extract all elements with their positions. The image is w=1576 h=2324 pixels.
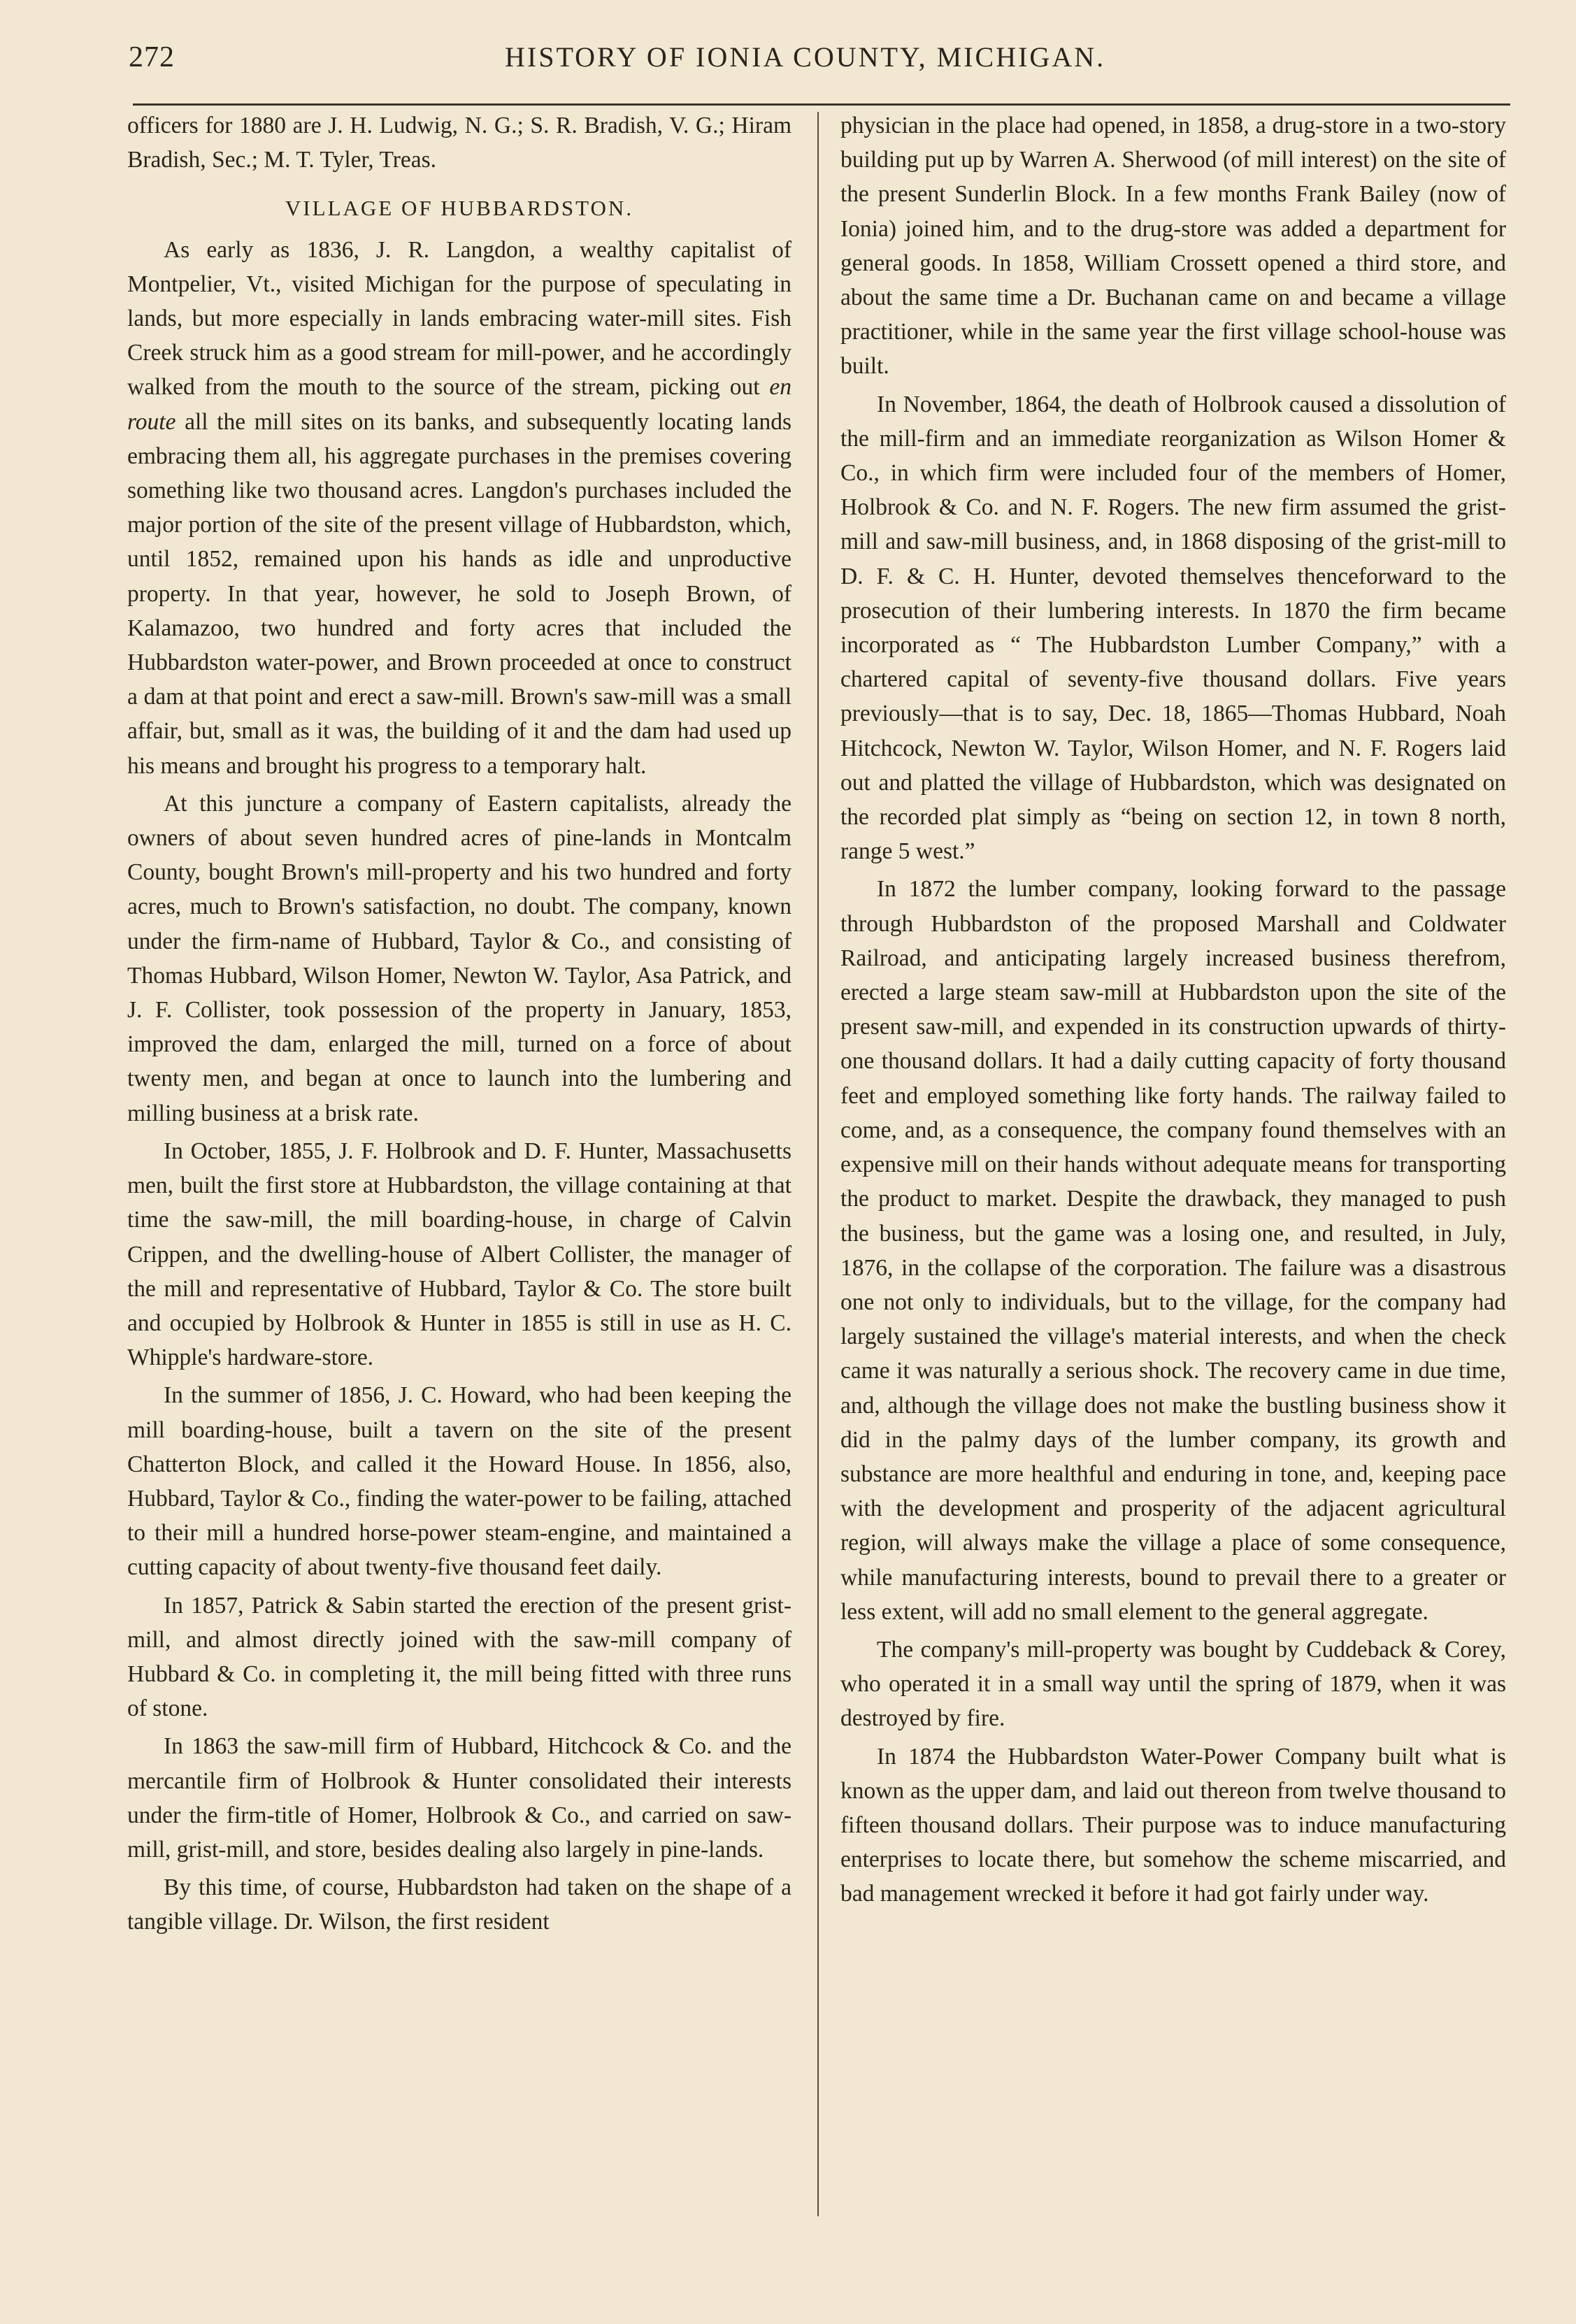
paragraph: physician in the place had opened, in 1858, a drug-store in a two-story building put up by Warren A. Sherwood (of mill interest) on the site of the present Sunderlin Block. In a few months Frank Bailey (now of Ionia) joined him, and to the drug-store was added a department for general goods. In 1858, William Crossett opened a third store, and about the same time a Dr. Buchanan came on and became a village practitioner, while in the same year the first village school-house was built.: [840, 113, 1506, 380]
right-column: [840, 108, 1506, 1915]
paragraph: In October, 1855, J. F. Holbrook and D. F. Hunter, Massachusetts men, built the first store at Hubbardston, the village containing at that time the saw-mill, the mill boarding-house, in charge of Calvin Crippen, and the dwelling-house of Albert Collister, the manager of the mill and representative of Hubbard, Taylor & Co. The store built and occupied by Holbrook & Hunter in 1855 is still in use as H. C. Whipple's hardware-store.: [127, 1138, 791, 1371]
paragraph: In November, 1864, the death of Holbrook caused a dissolution of the mill-firm and an immediate reorganization as Wilson Homer & Co., in which firm were included four of the members of Homer, Holbrook & Co. and N. F. Rogers. The new firm assumed the grist-mill and saw-mill business, and, in 1868 disposing of the grist-mill to D. F. & C. H. Hunter, devoted themselves thenceforward to the prosecution of their lumbering interests. In 1870 the firm became incorporated as “ The Hubbardston Lumber Company,” with a chartered capital of seventy-five thousand dollars. Five years previously—that is to say, Dec. 18, 1865—Thomas Hubbard, Noah Hitchcock, Newton W. Taylor, Wilson Homer, and N. F. Rogers laid out and platted the village of Hubbardston, which was designated on the recorded plat simply as “being on section 12, in town 8 north, range 5 west.”: [840, 391, 1506, 865]
page-number: 272: [129, 41, 175, 73]
paragraph: At this juncture a company of Eastern capitalists, already the owners of about seven hundred acres of pine-lands in Montcalm County, bought Brown's mill-property and his two hundred and forty acres, much to Brown's satisfaction, no doubt. The company, known under the firm-name of Hubbard, Taylor & Co., and consisting of Thomas Hubbard, Wilson Homer, Newton W. Taylor, Asa Patrick, and J. F. Collister, took possession of the property in January, 1853, improved the dam, enlarged the mill, turned on a force of about twenty men, and began at once to launch into the lumbering and milling business at a brisk rate.: [127, 790, 791, 1126]
paragraph: The company's mill-property was bought by Cuddeback & Corey, who operated it in a small way until the spring of 1879, when it was destroyed by fire.: [840, 1636, 1506, 1732]
column-divider: [817, 112, 819, 2216]
left-column: [127, 108, 791, 1943]
paragraph: officers for 1880 are J. H. Ludwig, N. G.; S. R. Bradish, V. G.; Hiram Bradish, Sec.; M. T. Tyler, Treas.: [127, 113, 791, 173]
section-heading: VILLAGE OF HUBBARDSTON.: [285, 196, 634, 221]
paragraph: In the summer of 1856, J. C. Howard, who had been keeping the mill boarding-house, built a tavern on the site of the present Chatterton Block, and called it the Howard House. In 1856, also, Hubbard, Taylor & Co., finding the water-power to be failing, attached to their mill a hundred horse-power steam-engine, and maintained a cutting capacity of about twenty-five thousand feet daily.: [127, 1382, 791, 1581]
paragraph: In 1857, Patrick & Sabin started the erection of the present grist-mill, and almost directly joined with the saw-mill company of Hubbard & Co. in completing it, the mill being fitted with three runs of stone.: [127, 1592, 791, 1722]
header-rule: [133, 103, 1510, 106]
running-title: HISTORY OF IONIA COUNTY, MICHIGAN.: [505, 41, 1106, 73]
paragraph: In 1872 the lumber company, looking forward to the passage through Hubbardston of the proposed Marshall and Coldwater Railroad, and anticipating largely increased business therefrom, erected a large steam saw-mill at Hubbardston upon the site of the present saw-mill, and expended in its construction upwards of thirty-one thousand dollars. It had a daily cutting capacity of forty thousand feet and employed something like forty hands. The railway failed to come, and, as a consequence, the company found themselves with an expensive mill on their hands without adequate means for transporting the product to market. Despite the drawback, they managed to push the business, but the game was a losing one, and resulted, in July, 1876, in the collapse of the corporation. The failure was a disastrous one not only to individuals, but to the village, for the company had largely sustained the village's material interests, and when the check came it was naturally a serious shock. The recovery came in due time, and, although the village does not make the bustling business show it did in the palmy days of the lumber company, its growth and substance are more healthful and enduring in tone, and, keeping pace with the development and prosperity of the adjacent agricultural region, will always make the village a place of some consequence, while manufacturing interests, bound to prevail there to a greater or less extent, will add no small element to the general aggregate.: [840, 876, 1506, 1625]
italic-phrase: en route: [127, 374, 792, 435]
page-header: [106, 36, 1478, 85]
paragraph: [127, 233, 791, 783]
paragraph-text: all the mill sites on its banks, and subsequently locating lands embracing them all, his aggregate purchases in the premises covering something like two thousand acres. Langdon's purchases included the major portion of the site of the present village of Hubbardston, which, until 1852, remained upon his hands as idle and unproductive property. In that year, however, he sold to Joseph Brown, of Kalamazoo, two hundred and forty acres that included the Hubbardston water-power, and Brown proceeded at once to construct a dam at that point and erect a saw-mill. Brown's saw-mill was a small affair, but, small as it was, the building of it and the dam had used up his means and brought his progress to a temporary halt.: [127, 408, 791, 779]
paragraph: By this time, of course, Hubbardston had taken on the shape of a tangible village. Dr. Wilson, the first resident: [127, 1874, 791, 1935]
paragraph-text: As early as 1836, J. R. Langdon, a wealthy capitalist of Montpelier, Vt., visited Michigan for the purpose of speculating in lands, but more especially in lands embracing water-mill sites. Fish Creek struck him as a good stream for mill-power, and he accordingly walked from the mouth to the source of the stream, picking out: [127, 236, 791, 401]
paragraph: In 1874 the Hubbardston Water-Power Company built what is known as the upper dam, and laid out thereon from twelve thousand to fifteen thousand dollars. Their purpose was to induce manufacturing enterprises to locate there, but somehow the scheme miscarried, and bad management wrecked it before it had got fairly under way.: [840, 1743, 1506, 1907]
paragraph: In 1863 the saw-mill firm of Hubbard, Hitchcock & Co. and the mercantile firm of Holbrook & Hunter consolidated their interests under the firm-title of Homer, Holbrook & Co., and carried on saw-mill, grist-mill, and store, besides dealing also largely in pine-lands.: [127, 1733, 791, 1863]
